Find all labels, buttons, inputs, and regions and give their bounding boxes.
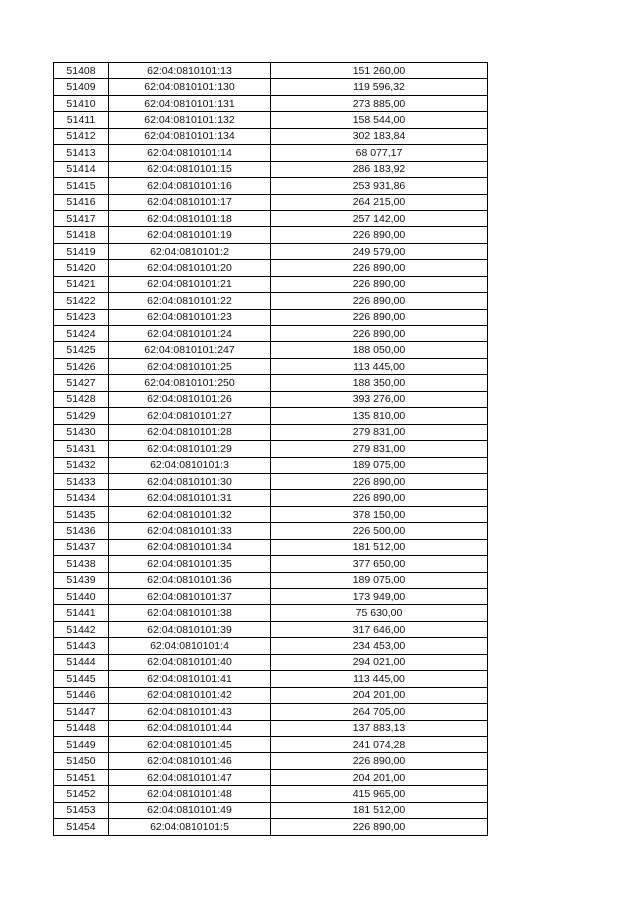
cadastral-value-cell: 226 890,00 <box>271 227 488 243</box>
cadastral-value-cell: 226 500,00 <box>271 523 488 539</box>
cadastral-value-cell: 75 630,00 <box>271 605 488 621</box>
row-number-cell: 51443 <box>54 638 109 654</box>
cadastral-value-cell: 226 890,00 <box>271 473 488 489</box>
cadastral-number-cell: 62:04:0810101:41 <box>109 671 271 687</box>
table-row <box>54 178 488 194</box>
cadastral-value-cell: 181 512,00 <box>271 539 488 555</box>
cadastral-number-cell: 62:04:0810101:250 <box>109 375 271 391</box>
cadastral-value-cell: 279 831,00 <box>271 441 488 457</box>
row-number-cell: 51453 <box>54 802 109 818</box>
cadastral-value-cell: 226 890,00 <box>271 260 488 276</box>
cadastral-value-cell: 204 201,00 <box>271 769 488 785</box>
table-row <box>54 523 488 539</box>
cadastral-number-cell: 62:04:0810101:16 <box>109 178 271 194</box>
table-row <box>54 753 488 769</box>
table-row <box>54 391 488 407</box>
cadastral-value-cell: 226 890,00 <box>271 490 488 506</box>
cadastral-value-cell: 249 579,00 <box>271 243 488 259</box>
cadastral-number-cell: 62:04:0810101:22 <box>109 293 271 309</box>
row-number-cell: 51447 <box>54 704 109 720</box>
cadastral-number-cell: 62:04:0810101:29 <box>109 441 271 457</box>
row-number-cell: 51429 <box>54 408 109 424</box>
cadastral-value-cell: 415 965,00 <box>271 786 488 802</box>
cadastral-value-cell: 181 512,00 <box>271 802 488 818</box>
cadastral-value-cell: 294 021,00 <box>271 654 488 670</box>
cadastral-value-cell: 113 445,00 <box>271 358 488 374</box>
table-row <box>54 506 488 522</box>
cadastral-number-cell: 62:04:0810101:24 <box>109 326 271 342</box>
row-number-cell: 51415 <box>54 178 109 194</box>
cadastral-value-cell: 204 201,00 <box>271 687 488 703</box>
row-number-cell: 51422 <box>54 293 109 309</box>
row-number-cell: 51452 <box>54 786 109 802</box>
cadastral-value-cell: 226 890,00 <box>271 293 488 309</box>
cadastral-number-cell: 62:04:0810101:132 <box>109 112 271 128</box>
cadastral-value-cell: 264 215,00 <box>271 194 488 210</box>
table-row <box>54 704 488 720</box>
table-row <box>54 589 488 605</box>
cadastral-number-cell: 62:04:0810101:20 <box>109 260 271 276</box>
cadastral-value-cell: 158 544,00 <box>271 112 488 128</box>
cadastral-number-cell: 62:04:0810101:40 <box>109 654 271 670</box>
row-number-cell: 51409 <box>54 79 109 95</box>
cadastral-value-cell: 286 183,92 <box>271 161 488 177</box>
cadastral-value-cell: 317 646,00 <box>271 621 488 637</box>
cadastral-number-cell: 62:04:0810101:35 <box>109 556 271 572</box>
table-row <box>54 736 488 752</box>
table-row <box>54 243 488 259</box>
row-number-cell: 51449 <box>54 736 109 752</box>
cadastral-value-cell: 264 705,00 <box>271 704 488 720</box>
row-number-cell: 51438 <box>54 556 109 572</box>
table-row <box>54 95 488 111</box>
cadastral-value-cell: 234 453,00 <box>271 638 488 654</box>
row-number-cell: 51416 <box>54 194 109 210</box>
table-row <box>54 326 488 342</box>
row-number-cell: 51450 <box>54 753 109 769</box>
table-row <box>54 769 488 785</box>
table-row <box>54 490 488 506</box>
row-number-cell: 51412 <box>54 128 109 144</box>
cadastral-number-cell: 62:04:0810101:26 <box>109 391 271 407</box>
row-number-cell: 51430 <box>54 424 109 440</box>
cadastral-value-cell: 241 074,28 <box>271 736 488 752</box>
row-number-cell: 51442 <box>54 621 109 637</box>
table-row <box>54 227 488 243</box>
cadastral-number-cell: 62:04:0810101:31 <box>109 490 271 506</box>
cadastral-value-cell: 135 810,00 <box>271 408 488 424</box>
cadastral-number-cell: 62:04:0810101:46 <box>109 753 271 769</box>
row-number-cell: 51451 <box>54 769 109 785</box>
table-row <box>54 79 488 95</box>
table-row <box>54 473 488 489</box>
row-number-cell: 51446 <box>54 687 109 703</box>
cadastral-value-cell: 226 890,00 <box>271 276 488 292</box>
cadastral-number-cell: 62:04:0810101:36 <box>109 572 271 588</box>
cadastral-number-cell: 62:04:0810101:2 <box>109 243 271 259</box>
cadastral-value-cell: 273 885,00 <box>271 95 488 111</box>
cadastral-number-cell: 62:04:0810101:25 <box>109 358 271 374</box>
table-row <box>54 441 488 457</box>
cadastral-number-cell: 62:04:0810101:44 <box>109 720 271 736</box>
cadastral-number-cell: 62:04:0810101:131 <box>109 95 271 111</box>
cadastral-number-cell: 62:04:0810101:130 <box>109 79 271 95</box>
row-number-cell: 51439 <box>54 572 109 588</box>
cadastral-number-cell: 62:04:0810101:3 <box>109 457 271 473</box>
table-row <box>54 276 488 292</box>
row-number-cell: 51414 <box>54 161 109 177</box>
cadastral-value-cell: 226 890,00 <box>271 753 488 769</box>
cadastral-value-table <box>53 62 488 836</box>
row-number-cell: 51448 <box>54 720 109 736</box>
row-number-cell: 51454 <box>54 819 109 835</box>
cadastral-value-cell: 188 350,00 <box>271 375 488 391</box>
row-number-cell: 51441 <box>54 605 109 621</box>
row-number-cell: 51431 <box>54 441 109 457</box>
table-row <box>54 819 488 835</box>
cadastral-number-cell: 62:04:0810101:5 <box>109 819 271 835</box>
row-number-cell: 51417 <box>54 210 109 226</box>
row-number-cell: 51440 <box>54 589 109 605</box>
table-row <box>54 112 488 128</box>
cadastral-value-cell: 226 890,00 <box>271 326 488 342</box>
row-number-cell: 51411 <box>54 112 109 128</box>
cadastral-number-cell: 62:04:0810101:38 <box>109 605 271 621</box>
cadastral-value-cell: 226 890,00 <box>271 819 488 835</box>
table-row <box>54 556 488 572</box>
cadastral-value-cell: 113 445,00 <box>271 671 488 687</box>
table-row <box>54 408 488 424</box>
cadastral-value-cell: 189 075,00 <box>271 457 488 473</box>
row-number-cell: 51410 <box>54 95 109 111</box>
cadastral-number-cell: 62:04:0810101:48 <box>109 786 271 802</box>
row-number-cell: 51418 <box>54 227 109 243</box>
row-number-cell: 51426 <box>54 358 109 374</box>
cadastral-number-cell: 62:04:0810101:27 <box>109 408 271 424</box>
cadastral-value-cell: 173 949,00 <box>271 589 488 605</box>
cadastral-value-cell: 119 596,32 <box>271 79 488 95</box>
cadastral-number-cell: 62:04:0810101:17 <box>109 194 271 210</box>
cadastral-number-cell: 62:04:0810101:33 <box>109 523 271 539</box>
table-row <box>54 375 488 391</box>
cadastral-number-cell: 62:04:0810101:21 <box>109 276 271 292</box>
table-row <box>54 802 488 818</box>
cadastral-value-cell: 302 183,84 <box>271 128 488 144</box>
table-row <box>54 539 488 555</box>
cadastral-number-cell: 62:04:0810101:4 <box>109 638 271 654</box>
cadastral-number-cell: 62:04:0810101:19 <box>109 227 271 243</box>
cadastral-number-cell: 62:04:0810101:47 <box>109 769 271 785</box>
table-row <box>54 128 488 144</box>
table-row <box>54 342 488 358</box>
table-row <box>54 210 488 226</box>
table-row <box>54 572 488 588</box>
cadastral-number-cell: 62:04:0810101:49 <box>109 802 271 818</box>
cadastral-value-cell: 377 650,00 <box>271 556 488 572</box>
cadastral-value-cell: 68 077,17 <box>271 145 488 161</box>
row-number-cell: 51413 <box>54 145 109 161</box>
cadastral-value-cell: 151 260,00 <box>271 63 488 79</box>
row-number-cell: 51425 <box>54 342 109 358</box>
row-number-cell: 51420 <box>54 260 109 276</box>
cadastral-number-cell: 62:04:0810101:14 <box>109 145 271 161</box>
table-row <box>54 621 488 637</box>
table-row <box>54 293 488 309</box>
row-number-cell: 51408 <box>54 63 109 79</box>
row-number-cell: 51437 <box>54 539 109 555</box>
table-row <box>54 358 488 374</box>
cadastral-value-cell: 279 831,00 <box>271 424 488 440</box>
row-number-cell: 51435 <box>54 506 109 522</box>
table-row <box>54 687 488 703</box>
cadastral-value-cell: 188 050,00 <box>271 342 488 358</box>
table-row <box>54 638 488 654</box>
cadastral-value-cell: 189 075,00 <box>271 572 488 588</box>
cadastral-value-cell: 378 150,00 <box>271 506 488 522</box>
cadastral-number-cell: 62:04:0810101:247 <box>109 342 271 358</box>
row-number-cell: 51423 <box>54 309 109 325</box>
cadastral-number-cell: 62:04:0810101:18 <box>109 210 271 226</box>
table-row <box>54 605 488 621</box>
table-row <box>54 161 488 177</box>
cadastral-number-cell: 62:04:0810101:37 <box>109 589 271 605</box>
table-row <box>54 457 488 473</box>
cadastral-number-cell: 62:04:0810101:15 <box>109 161 271 177</box>
table-row <box>54 424 488 440</box>
row-number-cell: 51421 <box>54 276 109 292</box>
table-row <box>54 309 488 325</box>
cadastral-number-cell: 62:04:0810101:13 <box>109 63 271 79</box>
cadastral-number-cell: 62:04:0810101:34 <box>109 539 271 555</box>
table-row <box>54 63 488 79</box>
table-row <box>54 145 488 161</box>
cadastral-value-cell: 137 883,13 <box>271 720 488 736</box>
cadastral-number-cell: 62:04:0810101:39 <box>109 621 271 637</box>
row-number-cell: 51444 <box>54 654 109 670</box>
row-number-cell: 51419 <box>54 243 109 259</box>
cadastral-number-cell: 62:04:0810101:42 <box>109 687 271 703</box>
cadastral-number-cell: 62:04:0810101:32 <box>109 506 271 522</box>
table-row <box>54 194 488 210</box>
table-row <box>54 720 488 736</box>
row-number-cell: 51434 <box>54 490 109 506</box>
cadastral-value-cell: 393 276,00 <box>271 391 488 407</box>
row-number-cell: 51428 <box>54 391 109 407</box>
cadastral-number-cell: 62:04:0810101:30 <box>109 473 271 489</box>
row-number-cell: 51433 <box>54 473 109 489</box>
cadastral-number-cell: 62:04:0810101:43 <box>109 704 271 720</box>
table-row <box>54 260 488 276</box>
cadastral-value-cell: 257 142,00 <box>271 210 488 226</box>
cadastral-number-cell: 62:04:0810101:23 <box>109 309 271 325</box>
table-row <box>54 654 488 670</box>
table-body <box>54 63 488 836</box>
row-number-cell: 51436 <box>54 523 109 539</box>
table-row <box>54 671 488 687</box>
cadastral-value-cell: 253 931,86 <box>271 178 488 194</box>
row-number-cell: 51445 <box>54 671 109 687</box>
cadastral-number-cell: 62:04:0810101:45 <box>109 736 271 752</box>
row-number-cell: 51427 <box>54 375 109 391</box>
table-row <box>54 786 488 802</box>
row-number-cell: 51424 <box>54 326 109 342</box>
cadastral-number-cell: 62:04:0810101:28 <box>109 424 271 440</box>
cadastral-value-cell: 226 890,00 <box>271 309 488 325</box>
cadastral-number-cell: 62:04:0810101:134 <box>109 128 271 144</box>
row-number-cell: 51432 <box>54 457 109 473</box>
